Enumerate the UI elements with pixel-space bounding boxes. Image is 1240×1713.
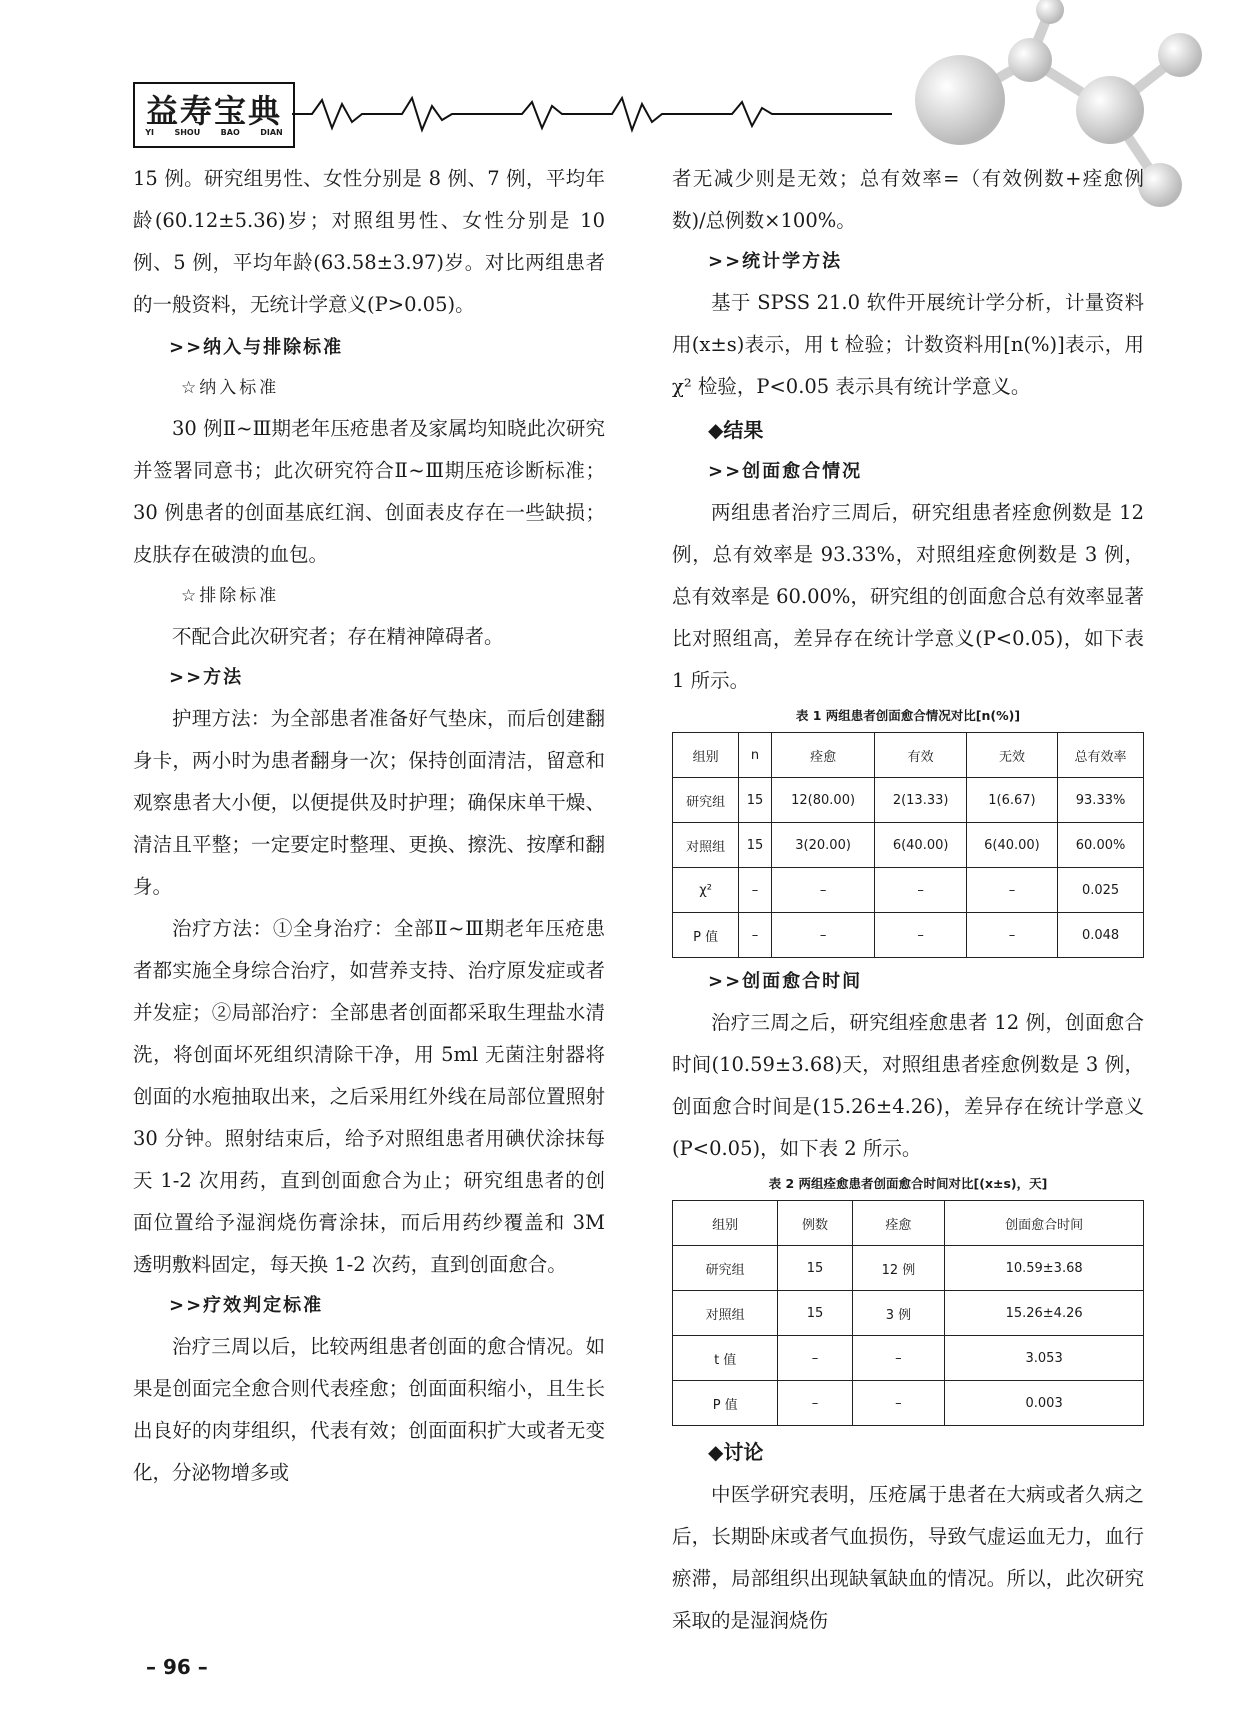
table2-caption: 表 2 两组痊愈患者创面愈合时间对比[(x±s)，天] bbox=[768, 1176, 1048, 1191]
paragraph-general-data: 15 例。研究组男性、女性分别是 8 例、7 例，平均年龄(60.12±5.36)岁；对照组男性、女性分别是 10 例、5 例，平均年龄(63.58±3.97)岁。对比两组患者的一般资料，无统计学意义(P>0.05)。 bbox=[133, 167, 605, 316]
paragraph-efficacy: 治疗三周以后，比较两组患者创面的愈合情况。如果是创面完全愈合则代表痊愈；创面面积缩小，且生长出良好的肉芽组织，代表有效；创面面积扩大或者无变化，分泌物增多或 bbox=[133, 1335, 605, 1484]
table-cell: – bbox=[852, 1336, 945, 1381]
table-cell: 0.025 bbox=[1058, 868, 1144, 913]
journal-pinyin bbox=[135, 128, 293, 137]
table1 bbox=[672, 732, 1144, 958]
paragraph-treatment: 治疗方法：①全身治疗：全部Ⅱ~Ⅲ期老年压疮患者都实施全身综合治疗，如营养支持、治疗原发症或者并发症；②局部治疗：全部患者创面都采取生理盐水清洗，将创面坏死组织清除干净，用 5ml 无菌注射器将创面的水疱抽取出来，之后采用红外线在局部位置照射 30 分钟。照射结束后，给予对照组患者用碘伏涂抹每天 1-2 次用药，直到创面愈合为止；研究组患者的创面位置给予湿润烧伤膏涂抹，而后用药纱覆盖和 3M 透明敷料固定，每天换 1-2 次药，直到创面愈合。 bbox=[133, 917, 605, 1276]
table-cell: – bbox=[875, 868, 966, 913]
pinyin-4: DIAN bbox=[260, 128, 283, 137]
table-header-cell: 组别 bbox=[673, 1201, 778, 1246]
table-cell: 6(40.00) bbox=[875, 823, 966, 868]
table-cell: 93.33% bbox=[1058, 778, 1144, 823]
journal-title: 益寿宝典 bbox=[145, 92, 282, 130]
table-cell: 研究组 bbox=[673, 778, 739, 823]
pinyin-2: SHOU bbox=[174, 128, 201, 137]
table-cell: 6(40.00) bbox=[966, 823, 1057, 868]
table-header-row bbox=[673, 1201, 1144, 1246]
heading-exclusion: ☆排除标准 bbox=[181, 586, 280, 606]
table-row bbox=[673, 823, 1144, 868]
table-cell: 研究组 bbox=[673, 1246, 778, 1291]
table-cell: 3(20.00) bbox=[771, 823, 875, 868]
table-cell: – bbox=[966, 913, 1057, 958]
table-cell: – bbox=[966, 868, 1057, 913]
header-wave-line bbox=[292, 92, 892, 142]
heading-criteria: >>纳入与排除标准 bbox=[169, 337, 344, 358]
table-header-cell: n bbox=[739, 733, 771, 778]
heading-stats: >>统计学方法 bbox=[708, 251, 843, 272]
table-header-cell: 例数 bbox=[778, 1201, 852, 1246]
table-header-row bbox=[673, 733, 1144, 778]
table-cell: – bbox=[778, 1336, 852, 1381]
table-row bbox=[673, 1291, 1144, 1336]
table-cell: 15 bbox=[778, 1246, 852, 1291]
table1-caption: 表 1 两组患者创面愈合情况对比[n(%)] bbox=[795, 708, 1021, 723]
right-column bbox=[672, 158, 1144, 1642]
table-cell: 对照组 bbox=[673, 1291, 778, 1336]
paragraph-healing-time: 治疗三周之后，研究组痊愈患者 12 例，创面愈合时间(10.59±3.68)天，对照组患者痊愈例数是 3 例，创面愈合时间是(15.26±4.26)，差异存在统计学意义(P<0.05)，如下表 2 所示。 bbox=[672, 1011, 1144, 1160]
table-cell: 12(80.00) bbox=[771, 778, 875, 823]
table-cell: – bbox=[771, 913, 875, 958]
paragraph-nursing: 护理方法：为全部患者准备好气垫床，而后创建翻身卡，两小时为患者翻身一次；保持创面清洁，留意和观察患者大小便，以便提供及时护理；确保床单干燥、清洁且平整；一定要定时整理、更换、擦洗、按摩和翻身。 bbox=[133, 707, 605, 898]
table-cell: 15.26±4.26 bbox=[945, 1291, 1144, 1336]
heading-healing: >>创面愈合情况 bbox=[708, 461, 863, 482]
table-cell: 1(6.67) bbox=[966, 778, 1057, 823]
pinyin-3: BAO bbox=[220, 128, 240, 137]
table-cell: – bbox=[739, 868, 771, 913]
table-header-cell: 组别 bbox=[673, 733, 739, 778]
table-header-cell: 痊愈 bbox=[852, 1201, 945, 1246]
heading-healing-time: >>创面愈合时间 bbox=[708, 971, 863, 992]
table-cell: – bbox=[875, 913, 966, 958]
paragraph-efficacy-cont: 者无减少则是无效；总有效率=（有效例数+痊愈例数)/总例数×100%。 bbox=[672, 167, 1144, 232]
heading-method: >>方法 bbox=[169, 667, 244, 688]
table-header-cell: 创面愈合时间 bbox=[945, 1201, 1144, 1246]
paragraph-inclusion: 30 例Ⅱ~Ⅲ期老年压疮患者及家属均知晓此次研究并签署同意书；此次研究符合Ⅱ~Ⅲ期压疮诊断标准；30 例患者的创面基底红润、创面表皮存在一些缺损；皮肤存在破溃的血包。 bbox=[133, 417, 605, 566]
heading-results: ◆结果 bbox=[708, 418, 764, 442]
table-cell: 0.048 bbox=[1058, 913, 1144, 958]
heading-discussion: ◆讨论 bbox=[708, 1440, 764, 1464]
table-header-cell: 无效 bbox=[966, 733, 1057, 778]
table-cell: χ² bbox=[673, 868, 739, 913]
table-cell: 15 bbox=[739, 823, 771, 868]
table-row bbox=[673, 868, 1144, 913]
table-row bbox=[673, 1246, 1144, 1291]
heading-inclusion: ☆纳入标准 bbox=[181, 378, 280, 398]
paragraph-healing: 两组患者治疗三周后，研究组患者痊愈例数是 12 例，总有效率是 93.33%，对照组痊愈例数是 3 例，总有效率是 60.00%，研究组的创面愈合总有效率显著比对照组高，差异存在统计学意义(P<0.05)，如下表 1 所示。 bbox=[672, 501, 1144, 692]
table-row bbox=[673, 1336, 1144, 1381]
table-header-cell: 总有效率 bbox=[1058, 733, 1144, 778]
table-cell: – bbox=[771, 868, 875, 913]
table-cell: t 值 bbox=[673, 1336, 778, 1381]
table2 bbox=[672, 1200, 1144, 1426]
page-number: – 96 – bbox=[146, 1655, 208, 1679]
pinyin-1: YI bbox=[145, 128, 154, 137]
table-cell: – bbox=[739, 913, 771, 958]
table-cell: – bbox=[778, 1381, 852, 1426]
table-cell: 10.59±3.68 bbox=[945, 1246, 1144, 1291]
table-row bbox=[673, 913, 1144, 958]
paragraph-discussion: 中医学研究表明，压疮属于患者在大病或者久病之后，长期卧床或者气血损伤，导致气虚运血无力，血行瘀滞，局部组织出现缺氧缺血的情况。所以，此次研究采取的是湿润烧伤 bbox=[672, 1483, 1144, 1632]
paragraph-exclusion: 不配合此次研究者；存在精神障碍者。 bbox=[172, 625, 504, 648]
table-cell: 15 bbox=[778, 1291, 852, 1336]
table-cell: 3 例 bbox=[852, 1291, 945, 1336]
table-row bbox=[673, 778, 1144, 823]
left-column bbox=[133, 158, 605, 1494]
table-row bbox=[673, 1381, 1144, 1426]
table-cell: – bbox=[852, 1381, 945, 1426]
table-cell: 60.00% bbox=[1058, 823, 1144, 868]
table-cell: 12 例 bbox=[852, 1246, 945, 1291]
table-cell: 对照组 bbox=[673, 823, 739, 868]
paragraph-stats: 基于 SPSS 21.0 软件开展统计学分析，计量资料用(x±s)表示，用 t 检验；计数资料用[n(%)]表示，用 χ² 检验，P<0.05 表示具有统计学意义。 bbox=[672, 291, 1144, 398]
table-header-cell: 有效 bbox=[875, 733, 966, 778]
heading-efficacy: >>疗效判定标准 bbox=[169, 1295, 324, 1316]
table-header-cell: 痊愈 bbox=[771, 733, 875, 778]
table-cell: P 值 bbox=[673, 1381, 778, 1426]
journal-logo bbox=[133, 82, 295, 148]
table-cell: 2(13.33) bbox=[875, 778, 966, 823]
table-cell: P 值 bbox=[673, 913, 739, 958]
table-cell: 0.003 bbox=[945, 1381, 1144, 1426]
table-cell: 15 bbox=[739, 778, 771, 823]
table-cell: 3.053 bbox=[945, 1336, 1144, 1381]
